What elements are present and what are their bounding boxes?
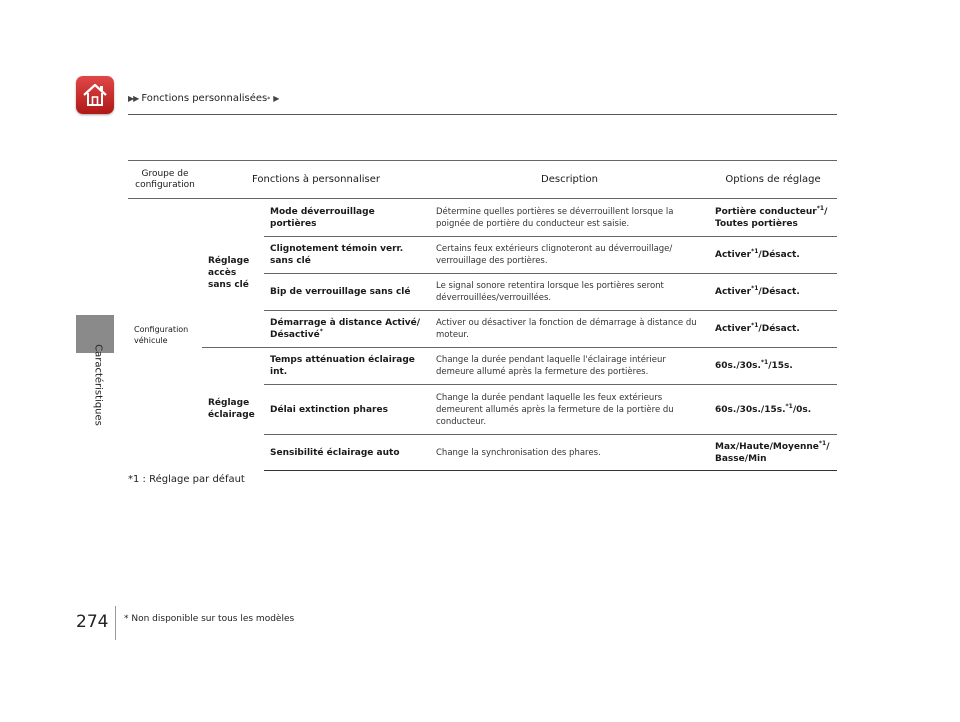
feature-description: Certains feux extérieurs clignoteront au déverrouillage/ verrouillage des portières. <box>430 237 709 274</box>
feature-description: Change la durée pendant laquelle l'éclairage intérieur demeure allumé après la fermeture des portières. <box>430 348 709 385</box>
header-options: Options de réglage <box>709 161 837 199</box>
breadcrumb-arrow-icon: ▶▶ <box>128 94 139 103</box>
page-number: 274 <box>76 612 109 632</box>
header-group: Groupe de configuration <box>128 161 202 199</box>
page-number-divider <box>115 606 116 640</box>
feature-description: Le signal sonore retentira lorsque les portières seront déverrouillées/verrouillées. <box>430 274 709 311</box>
feature-name: Mode déverrouillage portières <box>264 199 430 237</box>
feature-description: Change la synchronisation des phares. <box>430 435 709 471</box>
breadcrumb-title[interactable]: Fonctions personnalisées <box>141 93 268 104</box>
table-row <box>128 348 837 385</box>
header-description: Description <box>430 161 709 199</box>
feature-description: Change la durée pendant laquelle les feux extérieurs demeurent allumés après la fermeture de la portière du conducteur. <box>430 385 709 435</box>
section-label: Caractéristiques <box>92 344 104 426</box>
group-cell: Configuration véhicule <box>134 324 189 345</box>
feature-name: Temps atténuation éclairage int. <box>264 348 430 385</box>
default-footnote: *1 : Réglage par défaut <box>128 474 245 485</box>
feature-options: Activer$^{*1}$/Désact. <box>709 237 837 274</box>
feature-options: Max/Haute/Moyenne$^{*1}$/ Basse/Min <box>709 435 837 471</box>
availability-footnote: * Non disponible sur tous les modèles <box>124 614 295 624</box>
home-icon <box>81 81 109 109</box>
header-feature: Fonctions à personnaliser <box>202 161 430 199</box>
feature-name: Démarrage à distance Activé/ Désactivé* <box>264 311 430 348</box>
feature-options: Portière conducteur$^{*1}$/ Toutes portières <box>709 199 837 237</box>
breadcrumb-end-arrow-icon: ▶ <box>273 94 280 103</box>
feature-options: 60s./30s.$^{*1}$/15s. <box>709 348 837 385</box>
feature-options: Activer$^{*1}$/Désact. <box>709 311 837 348</box>
home-button[interactable] <box>76 76 114 114</box>
custom-features-table <box>128 160 837 471</box>
breadcrumb[interactable]: ▶▶ Fonctions personnalisées * ▶ <box>128 93 280 104</box>
header-rule <box>128 114 837 115</box>
feature-name: Clignotement témoin verr. sans clé <box>264 237 430 274</box>
feature-options: Activer$^{*1}$/Désact. <box>709 274 837 311</box>
feature-name: Délai extinction phares <box>264 385 430 435</box>
feature-name: Sensibilité éclairage auto <box>264 435 430 471</box>
feature-options: 60s./30s./15s.$^{*1}$/0s. <box>709 385 837 435</box>
feature-description: Activer ou désactiver la fonction de démarrage à distance du moteur. <box>430 311 709 348</box>
feature-description: Détermine quelles portières se déverrouillent lorsque la poignée de portière du conducteur est saisie. <box>430 199 709 237</box>
table-header-row <box>128 161 837 199</box>
subgroup-keyless: Réglage accès sans clé <box>202 199 264 348</box>
subgroup-lighting: Réglage éclairage <box>208 398 255 421</box>
table-row <box>128 199 837 237</box>
feature-name: Bip de verrouillage sans clé <box>264 274 430 311</box>
